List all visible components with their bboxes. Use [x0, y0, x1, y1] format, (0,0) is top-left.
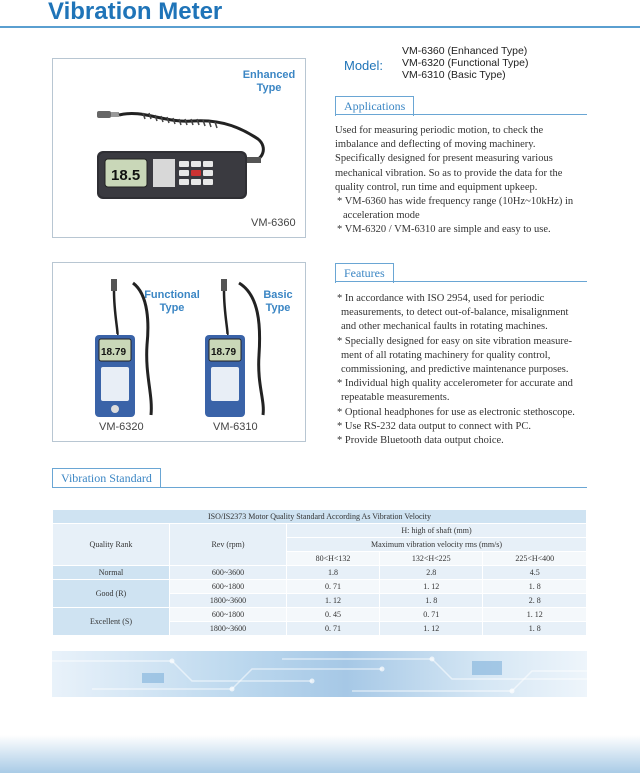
- table-cell-value: 2. 8: [483, 594, 587, 608]
- applications-intro-line: imbalance and deflecting of moving machinery.: [335, 139, 536, 151]
- vm6310-device-illustration: [199, 275, 279, 420]
- features-bullet-text: Individual high quality accelerometer for accurate and: [344, 378, 573, 390]
- features-bullet-cont: ment of all rotating machinery for quality control,: [341, 349, 551, 361]
- vm6360-device-illustration: [83, 99, 293, 209]
- applications-bullet: * VM-6360 has wide frequency range (10Hz~10kHz) in: [337, 196, 574, 208]
- model-list: [402, 45, 528, 81]
- table-cell-rev: 1800~3600: [170, 622, 287, 636]
- title-divider: [0, 26, 640, 28]
- features-bullet: * Individual high quality accelerometer for accurate and: [337, 378, 573, 390]
- features-text: [335, 292, 595, 448]
- model-label: Model:: [344, 58, 384, 73]
- vibration-standard-divider: [52, 487, 587, 488]
- table-title: ISO/IS2373 Motor Quality Standard According As Vibration Velocity: [53, 510, 587, 524]
- features-bullet-cont: and other mechanical faults in rotating machines.: [341, 321, 548, 333]
- features-bullet-text: In accordance with ISO 2954, used for periodic: [344, 293, 545, 304]
- enhanced-model-code: VM-6360: [251, 217, 296, 229]
- table-cell-rev: 600~1800: [170, 608, 287, 622]
- table-cell-value: 1. 12: [287, 594, 380, 608]
- features-bullet-cont: measurements, to detect out-of-balance, misalignment: [341, 307, 569, 319]
- features-bullet: * Specially designed for easy on site vibration measure-: [337, 335, 573, 347]
- table-row: [53, 566, 587, 580]
- table-cell-value: 2.8: [380, 566, 483, 580]
- table-cell-rev: 600~3600: [170, 566, 287, 580]
- table-cell-value: 0. 71: [287, 622, 380, 636]
- table-header-quality: Quality Rank: [53, 524, 170, 566]
- table-cell-value: 0. 71: [380, 608, 483, 622]
- table-cell-rank: Normal: [53, 566, 170, 580]
- applications-bullet-text: VM-6360 has wide frequency range (10Hz~10kHz) in: [344, 196, 574, 208]
- model-item: VM-6320 (Functional Type): [402, 57, 529, 69]
- table-cell-value: 1. 8: [483, 580, 587, 594]
- features-bullet: * Provide Bluetooth data output choice.: [337, 435, 504, 447]
- features-bullet-text: Use RS-232 data output to connect with PC.: [344, 420, 531, 432]
- bottom-gradient-band: [0, 735, 640, 773]
- features-bullet-text: Provide Bluetooth data output choice.: [344, 435, 504, 447]
- vibration-standard-heading: Vibration Standard: [52, 468, 161, 488]
- applications-intro-line: mechanical vibration. So as to provide the data for the: [335, 167, 563, 179]
- table-cell-value: 1. 12: [483, 608, 587, 622]
- circuit-pattern-icon: [52, 651, 587, 697]
- functional-model-code: VM-6320: [99, 421, 144, 433]
- table-cell-value: 1. 12: [380, 622, 483, 636]
- features-bullet-text: Specially designed for easy on site vibration measure-: [344, 335, 573, 347]
- applications-heading: Applications: [335, 96, 414, 116]
- table-cell-value: 1. 8: [483, 622, 587, 636]
- table-cell-value: 0. 71: [287, 580, 380, 594]
- table-header-h-range: 80<H<132: [287, 552, 380, 566]
- enhanced-product-photo: [52, 58, 306, 238]
- enhanced-type-label: [239, 69, 299, 95]
- vm6320-display-value: 18.79: [101, 347, 127, 358]
- table-cell-rev: 1800~3600: [170, 594, 287, 608]
- table-row: [53, 580, 587, 594]
- vm6360-display-value: 18.5: [111, 167, 141, 184]
- table-cell-value: 1.8: [287, 566, 380, 580]
- table-header-rev: Rev (rpm): [170, 524, 287, 566]
- features-bullet: * In accordance with ISO 2954, used for periodic: [337, 293, 545, 304]
- vibration-standard-table: [52, 509, 587, 636]
- vm6320-device-illustration: [89, 275, 169, 420]
- basic-type-line1: Basic: [263, 289, 293, 301]
- table-header-h-range: 132<H<225: [380, 552, 483, 566]
- basic-type-line2: Type: [265, 302, 291, 314]
- applications-divider: [335, 114, 587, 115]
- table-cell-value: 1. 12: [380, 580, 483, 594]
- features-heading: Features: [335, 263, 394, 283]
- model-item: VM-6360 (Enhanced Type): [402, 45, 528, 57]
- functional-basic-product-photo: [52, 262, 306, 442]
- functional-type-line1: Functional: [144, 289, 200, 301]
- table-cell-value: 4.5: [483, 566, 587, 580]
- table-header-h-line1: H: high of shaft (mm): [287, 524, 587, 538]
- applications-text: [335, 124, 593, 238]
- applications-bullet: * VM-6320 / VM-6310 are simple and easy to use.: [337, 224, 551, 236]
- features-bullet: * Optional headphones for use as electronic stethoscope.: [337, 406, 575, 418]
- table-header-h-line2: Maximum vibration velocity rms (mm/s): [287, 538, 587, 552]
- vm6310-display-value: 18.79: [211, 347, 237, 358]
- page-title: Vibration Meter: [48, 0, 223, 25]
- functional-type-line2: Type: [159, 302, 185, 314]
- table-cell-value: 0. 45: [287, 608, 380, 622]
- decorative-circuit-banner: [52, 651, 587, 697]
- features-bullet: * Use RS-232 data output to connect with PC.: [337, 420, 531, 432]
- applications-bullet-cont: acceleration mode: [343, 210, 420, 222]
- table-row: [53, 608, 587, 622]
- applications-intro-line: Specifically designed for present measuring various: [335, 153, 553, 165]
- features-bullet-cont: commissioning, and predictive maintenance purposes.: [341, 364, 569, 376]
- applications-bullet-text: VM-6320 / VM-6310 are simple and easy to use.: [344, 224, 551, 236]
- enhanced-type-line2: Type: [256, 82, 282, 94]
- table-header-h-range: 225<H<400: [483, 552, 587, 566]
- enhanced-type-line1: Enhanced: [242, 69, 296, 81]
- table-cell-rank: Good (R): [53, 580, 170, 608]
- table-cell-rank: Excellent (S): [53, 608, 170, 636]
- applications-intro-line: quality control, run time and equipment upkeep.: [335, 181, 538, 193]
- model-item: VM-6310 (Basic Type): [402, 69, 506, 81]
- table-cell-value: 1. 8: [380, 594, 483, 608]
- basic-model-code: VM-6310: [213, 421, 258, 433]
- features-divider: [335, 281, 587, 282]
- applications-intro-line: Used for measuring periodic motion, to check the: [335, 125, 544, 136]
- features-bullet-cont: repeatable measurements.: [341, 392, 450, 404]
- table-cell-rev: 600~1800: [170, 580, 287, 594]
- features-bullet-text: Optional headphones for use as electronic stethoscope.: [344, 406, 575, 418]
